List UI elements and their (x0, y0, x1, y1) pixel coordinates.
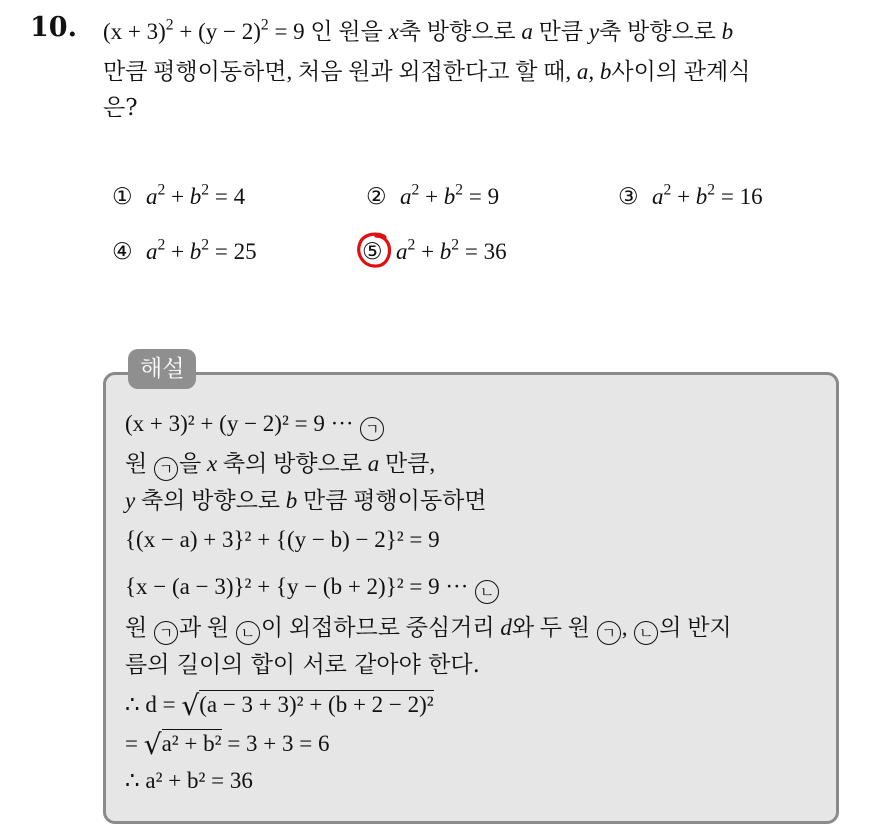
option-4[interactable]: ④ $a^2 + b^2 = 25$ (112, 236, 257, 265)
option-1-marker: ① (112, 184, 133, 210)
circled-giyeok: ㄱ (360, 417, 384, 441)
option-5[interactable]: ⑤ $a^2 + b^2 = 36$ (362, 236, 507, 265)
solution-line-3: y 축의 방향으로 b 만큼 평행이동하면 (125, 488, 487, 513)
solution-tab-label: 해설 (128, 349, 196, 389)
question-line-1: $(x + 3)^2 + (y - 2)^2 = 9$ 인 원을 x축 방향으로 a 만큼 y축 방향으로 b (103, 16, 734, 44)
question-number: 10. (30, 12, 77, 43)
solution-line-6: 원 ㄱ 과 원 ㄴ 이 외접하므로 중심거리 d와 두 원 ㄱ , ㄴ 의 반지 (125, 613, 732, 645)
solution-line-2: 원 ㄱ 을 x 축의 방향으로 a 만큼, (125, 449, 435, 481)
option-2-marker: ② (366, 184, 387, 210)
circled-nieun: ㄴ (475, 580, 499, 604)
option-2[interactable]: ② $a^2 + b^2 = 9$ (366, 181, 500, 210)
circled-giyeok: ㄱ (154, 457, 178, 481)
option-4-marker: ④ (112, 239, 133, 265)
option-3[interactable]: ③ $a^2 + b^2 = 16$ (618, 181, 763, 210)
circled-giyeok: ㄱ (597, 621, 621, 645)
question-line-3: 은? (103, 95, 138, 121)
circled-nieun: ㄴ (634, 621, 658, 645)
square-root: √a² + b² (143, 728, 222, 761)
solution-line-10: ∴ a² + b² = 36 (125, 768, 253, 793)
option-1[interactable]: ① $a^2 + b^2 = 4$ (112, 181, 246, 210)
solution-line-8: ∴ d = √(a − 3 + 3)² + (b + 2 − 2)² (125, 689, 434, 722)
solution-line-5: {x − (a − 3)}² + {y − (b + 2)}² = 9 ··· ㄴ (125, 572, 500, 604)
solution-line-9: = √a² + b² = 3 + 3 = 6 (125, 728, 330, 761)
option-5-marker: ⑤ (362, 239, 383, 265)
circled-nieun: ㄴ (236, 621, 260, 645)
circled-giyeok: ㄱ (154, 621, 178, 645)
solution-line-7: 름의 길이의 합이 서로 같아야 한다. (125, 652, 480, 678)
solution-line-4: {(x − a) + 3}² + {(y − b) − 2}² = 9 (125, 527, 440, 552)
question-line-2: 만큼 평행이동하면, 처음 원과 외접한다고 할 때, a, b사이의 관계식 (103, 59, 751, 84)
square-root: √(a − 3 + 3)² + (b + 2 − 2)² (181, 689, 434, 722)
solution-line-1: (x + 3)² + (y − 2)² = 9 ··· ㄱ (125, 409, 385, 441)
option-3-marker: ③ (618, 184, 639, 210)
